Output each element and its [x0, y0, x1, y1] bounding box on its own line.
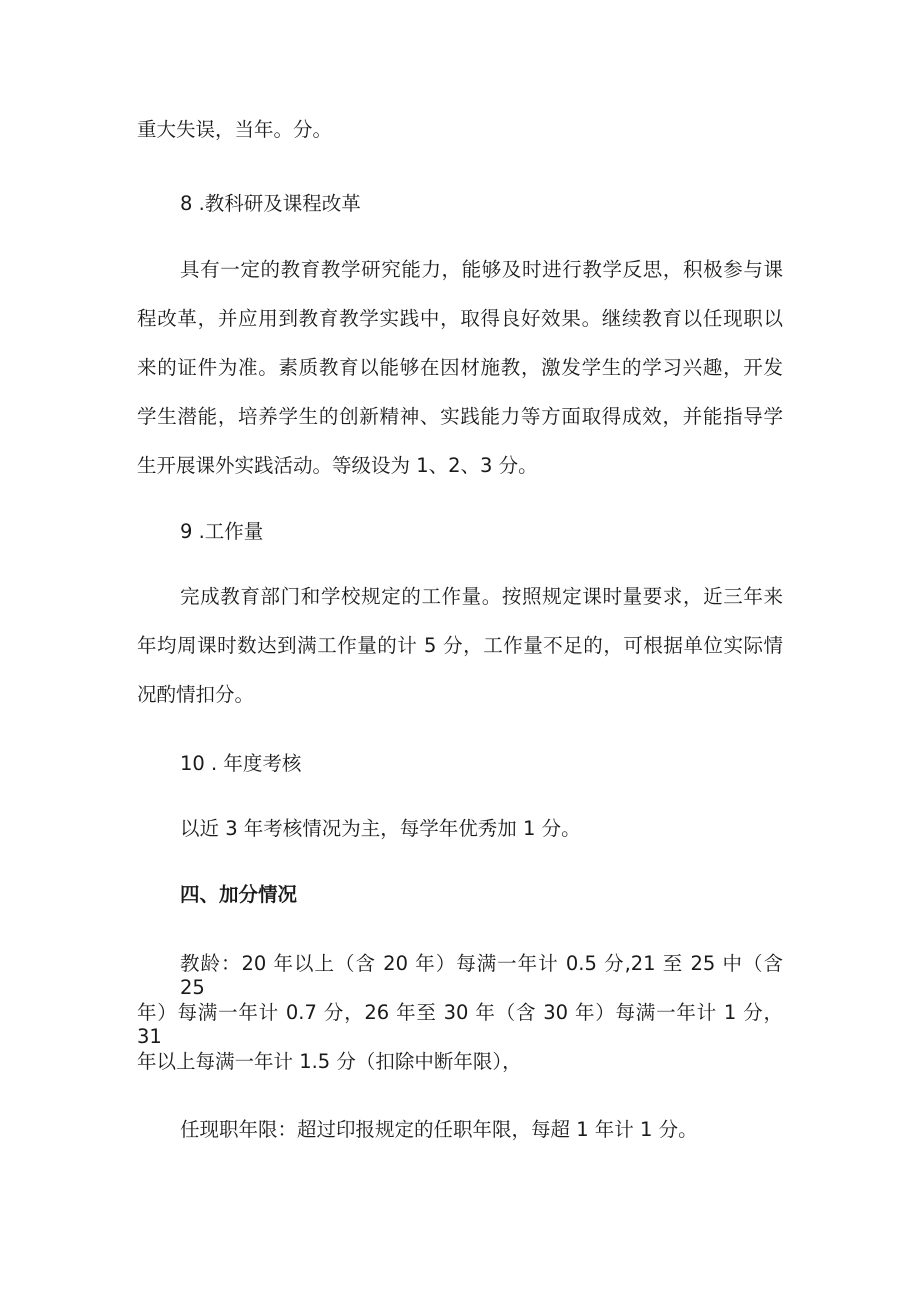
section-9-line-3: 况酌情扣分。 — [137, 683, 255, 706]
section-8-line-3: 来的证件为准。素质教育以能够在因材施教，激发学生的学习兴趣，开发 — [137, 356, 783, 379]
section-9-line-1: 完成教育部门和学校规定的工作量。按照规定课时量要求，近三年来 — [180, 585, 783, 608]
section-8-line-5: 生开展课外实践活动。等级设为 1、2、3 分。 — [137, 454, 538, 477]
section-9-line-2: 年均周课时数达到满工作量的计 5 分，工作量不足的，可根据单位实际情 — [137, 634, 783, 657]
section-8-line-4: 学生潜能，培养学生的创新精神、实践能力等方面取得成效，并能指导学 — [137, 405, 783, 428]
teaching-age-line-2: 年）每满一年计 0.7 分，26 年至 30 年（含 30 年）每满一年计 1 分，31 — [137, 1001, 783, 1048]
top-fragment: 重大失误，当年。分。 — [137, 118, 333, 141]
teaching-age-line-1: 教龄：20 年以上（含 20 年）每满一年计 0.5 分,21 至 25 中（含 25 — [180, 952, 783, 999]
teaching-age-line-3: 年以上每满一年计 1.5 分（扣除中断年限）， — [137, 1050, 522, 1073]
section-9-heading: 9 .工作量 — [180, 520, 264, 543]
section-8-line-1: 具有一定的教育教学研究能力，能够及时进行教学反思，积极参与课 — [180, 258, 783, 281]
section-8-heading: 8 .教科研及课程改革 — [180, 192, 361, 215]
section-4-heading: 四、加分情况 — [180, 883, 298, 906]
tenure-line: 任现职年限：超过印报规定的任职年限，每超 1 年计 1 分。 — [180, 1118, 698, 1141]
section-8-line-2: 程改革，并应用到教育教学实践中，取得良好效果。继续教育以任现职以 — [137, 307, 783, 330]
section-10-heading: 10 . 年度考核 — [180, 752, 302, 775]
section-10-line-1: 以近 3 年考核情况为主，每学年优秀加 1 分。 — [180, 817, 581, 840]
